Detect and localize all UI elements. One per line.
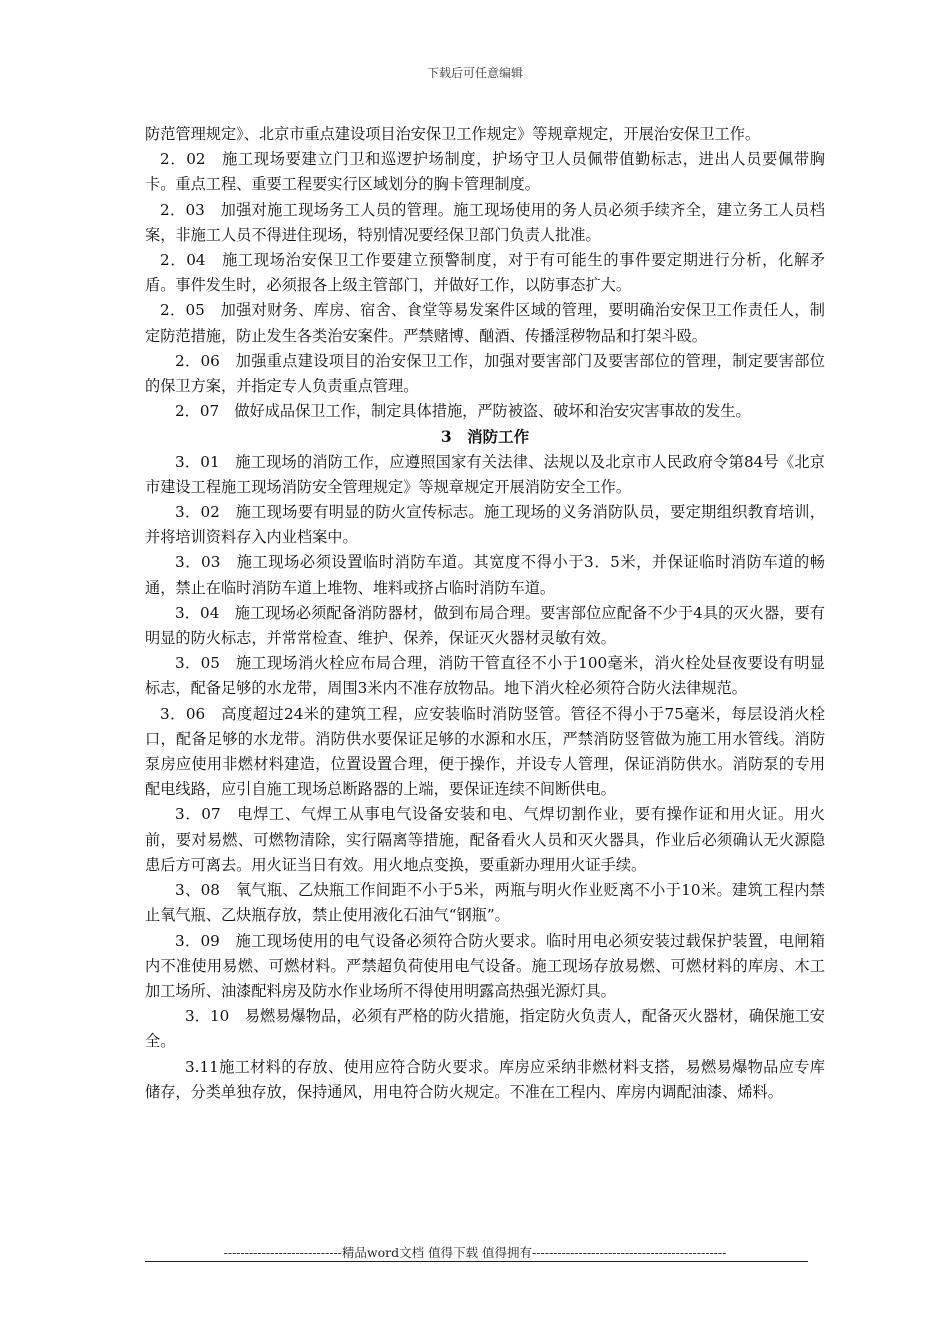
paragraph: 3．04 施工现场必须配备消防器材，做到布局合理。要害部位应配备不少于4具的灭火器，要有明显的防火标志，并常常检查、维护、保养，保证灭火器材灵敏有效。 [145, 603, 825, 648]
page-header: 下载后可任意编辑 [426, 66, 523, 80]
paragraph: 2．05 加强对财务、库房、宿舍、食堂等易发案件区域的管理，要明确治安保卫工作责任人，制定防范措施，防止发生各类治安案件。严禁赌博、酗酒、传播淫秽物品和打架斗殴。 [145, 301, 825, 345]
paragraph: 3．02 施工现场要有明显的防火宣传标志。施工现场的义务消防队员，要定期组织教育培训，并将培训资料存入内业档案中。 [145, 503, 825, 547]
paragraph: 3．10 易燃易爆物品，必须有严格的防火措施，指定防火负责人，配备灭火器材，确保施工安全。 [145, 1007, 825, 1051]
page-footer: ----------------------------精品word文档 值得下载 值得拥有---------------------------------------------- [223, 1245, 727, 1260]
paragraph: 3．09 施工现场使用的电气设备必须符合防火要求。临时用电必须安装过载保护装置，电闸箱内不准使用易燃、可燃材料。严禁超负荷使用电气设备。施工现场存放易燃、可燃材料的库房、木工加工场所、油漆配料房及防水作业场所不得使用明露高热强光源灯具。 [145, 931, 825, 1000]
paragraph: 2．04 施工现场治安保卫工作要建立预警制度，对于有可能生的事件要定期进行分析，化解矛盾。事件发生时，必须报各上级主管部门，并做好工作，以防事态扩大。 [145, 251, 825, 295]
body-text [145, 122, 825, 1105]
section-heading: 3 消防工作 [440, 427, 530, 447]
paragraph: 2．07 做好成品保卫工作，制定具体措施，严防被盗、破坏和治安灾害事故的发生。 [175, 402, 751, 421]
paragraph: 3．01 施工现场的消防工作，应遵照国家有关法律、法规以及北京市人民政府令第84号《北京市建设工程施工现场消防安全管理规定》等规章规定开展消防安全工作。 [145, 452, 825, 496]
paragraph: 3．05 施工现场消火栓应布局合理，消防干管直径不小于100毫米，消火栓处昼夜要设有明显标志，配备足够的水龙带，周围3米内不准存放物品。地下消火栓必须符合防火法律规范。 [145, 654, 825, 698]
paragraph: 防范管理规定》、北京市重点建设项目治安保卫工作规定》等规章规定，开展治安保卫工作。 [145, 125, 761, 143]
footer-divider [145, 1261, 808, 1262]
paragraph: 3.11施工材料的存放、使用应符合防火要求。库房应采纳非燃材料支搭，易燃易爆物品应专库储存，分类单独存放，保持通风，用电符合防火规定。不准在工程内、库房内调配油漆、烯料。 [145, 1057, 825, 1101]
paragraph: 3．07 电焊工、气焊工从事电气设备安装和电、气焊切割作业，要有操作证和用火证。用火前，要对易燃、可燃物清除，实行隔离等措施，配备看火人员和灭火器具，作业后必须确认无火源隐患后方可离去。用火证当日有效。用火地点变换，要重新办理用火证手续。 [145, 805, 825, 874]
paragraph: 2．03 加强对施工现场务工人员的管理。施工现场使用的务人员必须手续齐全，建立务工人员档案，非施工人员不得进住现场，特别情况要经保卫部门负责人批准。 [145, 200, 825, 244]
paragraph: 3．06 高度超过24米的建筑工程，应安装临时消防竖管。管径不得小于75毫米，每层设消火栓口，配备足够的水龙带。消防供水要保证足够的水源和水压，严禁消防竖管做为施工用水管线。消防泵房应使用非燃材料建造，位置设置合理，便于操作，并设专人管理，保证消防供水。消防泵的专用配电线路，应引自施工现场总断路器的上端，要保证连续不间断供电。 [145, 704, 825, 799]
paragraph: 2．06 加强重点建设项目的治安保卫工作，加强对要害部门及要害部位的管理，制定要害部位的保卫方案，并指定专人负责重点管理。 [145, 351, 825, 396]
paragraph: 3、08 氧气瓶、乙炔瓶工作间距不小于5米，两瓶与明火作业贬离不小于10米。建筑工程内禁止氧气瓶、乙炔瓶存放，禁止使用液化石油气“钢瓶”。 [145, 881, 825, 925]
paragraph: 2．02 施工现场要建立门卫和巡逻护场制度，护场守卫人员佩带值勤标志，进出人员要佩带胸卡。重点工程、重要工程要实行区域划分的胸卡管理制度。 [145, 150, 825, 194]
paragraph: 3．03 施工现场必须设置临时消防车道。其宽度不得小于3．5米，并保证临时消防车道的畅通，禁止在临时消防车道上堆物、堆料或挤占临时消防车道。 [145, 553, 825, 597]
